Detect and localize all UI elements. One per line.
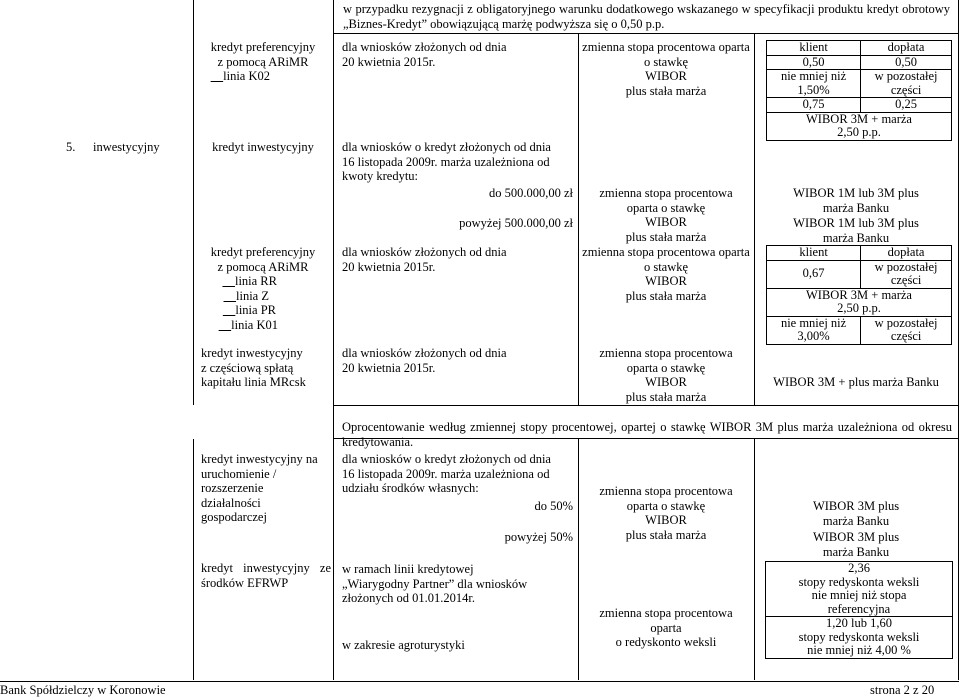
section-5-tier-2: powyżej 500.000,00 zł	[459, 216, 573, 230]
section-5-margin-2: WIBOR 1M lub 3M plus marża Banku	[793, 216, 919, 245]
lower-rate-2: zmienna stopa procentowa oparta o redyskonto weksli	[599, 606, 733, 649]
lower-period: dla wniosków o kredyt złożonych od dnia 16 listopada 2009r. marża uzależniona od udziału środków własnych:	[342, 452, 551, 495]
col-divider-3	[333, 0, 334, 680]
top-note: w przypadku rezygnacji z obligatoryjnego warunku dodatkowego wskazanego w specyfikacji produktu kredyt obrotowy „Biznes-Kredyt” obowiązującą marżę podwyższa się o 0,50 p.p.	[343, 2, 950, 31]
lower-rate-1: zmienna stopa procentowa oparta o stawkę WIBOR plus stała marża	[599, 484, 733, 542]
pref-subsidy-table: klient dopłata 0,67 w pozostałej części WIBOR 3M + marża 2,50 p.p. nie mniej niż 3,00% w pozostałej części	[766, 245, 952, 345]
section-5-rate: zmienna stopa procentowa oparta o stawkę WIBOR plus stała marża	[599, 186, 733, 244]
row-divider-top	[333, 33, 959, 34]
section-5-period: dla wniosków o kredyt złożonych od dnia 16 listopada 2009r. marża uzależniona od kwoty kredytu:	[342, 140, 551, 183]
mrcsk-credit-type: kredyt inwestycyjny z częściową spłatą kapitału linia MRcsk	[201, 346, 306, 389]
section-5-credit-type: kredyt inwestycyjny	[212, 140, 314, 154]
lower-tier-1: do 50%	[534, 499, 573, 513]
footer-bank-name: Bank Spółdzielczy w Koronowie	[0, 683, 166, 697]
agrotourism-label: w zakresie agroturystyki	[342, 638, 465, 652]
mrcsk-period: dla wniosków złożonych od dnia 20 kwietnia 2015r.	[342, 346, 507, 375]
k02-period: dla wniosków złożonych od dnia 20 kwietnia 2015r.	[342, 40, 507, 69]
rediscount-box: 2,36 stopy redyskonta weksli nie mniej niż stopa referencyjna 1,20 lub 1,60 stopy redyskonta weksli nie mniej niż 4,00 %	[765, 561, 953, 659]
lower-credit-type-2: kredyt inwestycyjny ze środków EFRWP	[201, 561, 331, 590]
col-divider-2	[193, 439, 194, 680]
pref-rate: zmienna stopa procentowa oparta o stawkę WIBOR plus stała marża	[582, 245, 750, 303]
credit-line-note: w ramach linii kredytowej „Wiarygodny Partner” dla wniosków złożonych od 01.01.2014r.	[342, 562, 528, 605]
mrcsk-rate: zmienna stopa procentowa oparta o stawkę WIBOR plus stała marża	[599, 346, 733, 404]
lower-margin-1: WIBOR 3M plus marża Banku	[812, 499, 900, 528]
section-5-number: 5.	[66, 140, 76, 154]
section-5-tier-1: do 500.000,00 zł	[488, 186, 573, 200]
pref-credit-type: kredyt preferencyjny z pomocą ARiMR linia RR linia Z linia PR linia K01	[210, 245, 316, 332]
page-footer	[0, 681, 959, 697]
lower-note: Oprocentowanie według zmiennej stopy procentowej, opartej o stawkę WIBOR 3M plus marża uzależniona od okresu kredytowania.	[342, 420, 952, 449]
section-5-margin-1: WIBOR 1M lub 3M plus marża Banku	[793, 186, 919, 215]
lower-margin-2: WIBOR 3M plus marża Banku	[812, 530, 900, 559]
section-5-name: inwestycyjny	[93, 140, 160, 154]
k02-subsidy-table: klient dopłata 0,50 0,50 nie mniej niż 1,50% w pozostałej części 0,75 0,25 WIBOR 3M + marża 2,50 p.p.	[766, 40, 952, 141]
k02-rate: zmienna stopa procentowa oparta o stawkę WIBOR plus stała marża	[582, 40, 750, 98]
lower-credit-type-1: kredyt inwestycyjny na uruchomienie / rozszerzenie działalności gospodarczej	[201, 452, 318, 524]
k02-credit-type: kredyt preferencyjny z pomocą ARiMR linia K02	[210, 40, 316, 83]
mrcsk-margin: WIBOR 3M + plus marża Banku	[773, 375, 939, 389]
footer-page-number: strona 2 z 20	[870, 683, 935, 697]
row-divider-mid	[333, 405, 959, 406]
pref-period: dla wniosków złożonych od dnia 20 kwietnia 2015r.	[342, 245, 507, 274]
lower-tier-2: powyżej 50%	[504, 530, 573, 544]
col-divider-7	[754, 439, 755, 680]
